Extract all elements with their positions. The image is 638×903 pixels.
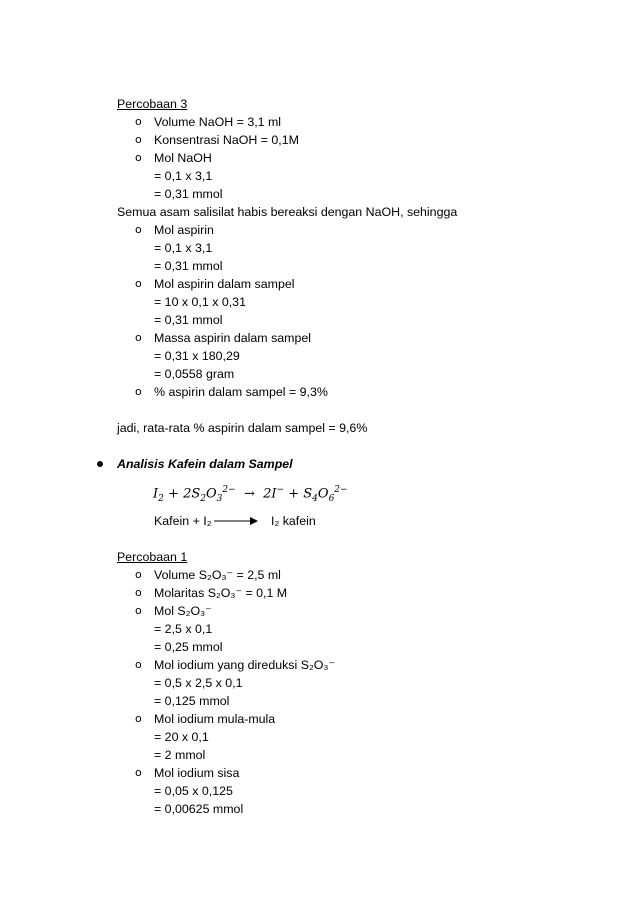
list-item-label: Massa aspirin dalam sampel — [154, 331, 312, 345]
list-item-label: Volume S₂O₃⁻ = 2,5 ml — [154, 568, 281, 582]
calc-line: = 0,31 mmol — [154, 187, 223, 201]
statement-text: Semua asam salisilat habis bereaksi dengan NaOH, sehingga — [117, 205, 458, 219]
calc-line: = 0,0558 gram — [154, 367, 235, 381]
circle-bullet-icon: o — [135, 331, 142, 344]
calc-line: = 0,31 mmol — [154, 313, 223, 327]
circle-bullet-icon: o — [135, 712, 142, 725]
list-item-label: Mol aspirin — [154, 223, 214, 237]
percobaan3-heading: Percobaan 3 — [117, 97, 188, 111]
circle-bullet-icon: o — [135, 385, 142, 398]
list-item-label: Mol iodium mula-mula — [154, 712, 276, 726]
list-item-label: Mol S₂O₃⁻ — [154, 604, 212, 618]
calc-line: = 0,31 x 180,29 — [154, 349, 240, 363]
calc-line: = 0,31 mmol — [154, 259, 223, 273]
circle-bullet-icon: o — [135, 223, 142, 236]
circle-bullet-icon: o — [135, 586, 142, 599]
section-title: Analisis Kafein dalam Sampel — [117, 457, 293, 471]
list-item-label: Mol aspirin dalam sampel — [154, 277, 295, 291]
calc-line: = 0,5 x 2,5 x 0,1 — [154, 676, 243, 690]
circle-bullet-icon: o — [135, 766, 142, 779]
circle-bullet-icon: o — [135, 151, 142, 164]
calc-line: = 0,05 x 0,125 — [154, 784, 233, 798]
circle-bullet-icon: o — [135, 115, 142, 128]
calc-line: = 0,00625 mmol — [154, 802, 244, 816]
list-item-label: Molaritas S₂O₃⁻ = 0,1 M — [154, 586, 288, 600]
reaction-left: Kafein + I₂ — [154, 514, 212, 528]
list-item-label: Mol iodium yang direduksi S₂O₃⁻ — [154, 658, 335, 672]
list-item-label: Volume NaOH = 3,1 ml — [154, 115, 282, 129]
right-arrow-icon — [214, 515, 258, 527]
redox-equation: $I_2 + 2S_2O_3^{2-} \to 2I^- + S_4O_6^{2-}$ — [153, 485, 348, 504]
calc-line: = 10 x 0,1 x 0,31 — [154, 295, 246, 309]
list-item-label: Mol iodium sisa — [154, 766, 240, 780]
list-item-label: % aspirin dalam sampel = 9,3% — [154, 385, 328, 399]
circle-bullet-icon: o — [135, 658, 142, 671]
circle-bullet-icon: o — [135, 604, 142, 617]
filled-bullet-icon — [97, 461, 103, 467]
calc-line: = 20 x 0,1 — [154, 730, 209, 744]
calc-line: = 0,1 x 3,1 — [154, 241, 213, 255]
calc-line: = 2 mmol — [154, 748, 206, 762]
percobaan1-heading: Percobaan 1 — [117, 550, 188, 564]
calc-line: = 0,25 mmol — [154, 640, 223, 654]
reaction-right: I₂ kafein — [271, 514, 316, 528]
circle-bullet-icon: o — [135, 133, 142, 146]
calc-line: = 0,1 x 3,1 — [154, 169, 213, 183]
circle-bullet-icon: o — [135, 568, 142, 581]
list-item-label: Mol NaOH — [154, 151, 212, 165]
calc-line: = 2,5 x 0,1 — [154, 622, 213, 636]
list-item-label: Konsentrasi NaOH = 0,1M — [154, 133, 299, 147]
calc-line: = 0,125 mmol — [154, 694, 230, 708]
conclusion-text: jadi, rata-rata % aspirin dalam sampel = 9,6% — [117, 421, 368, 435]
circle-bullet-icon: o — [135, 277, 142, 290]
